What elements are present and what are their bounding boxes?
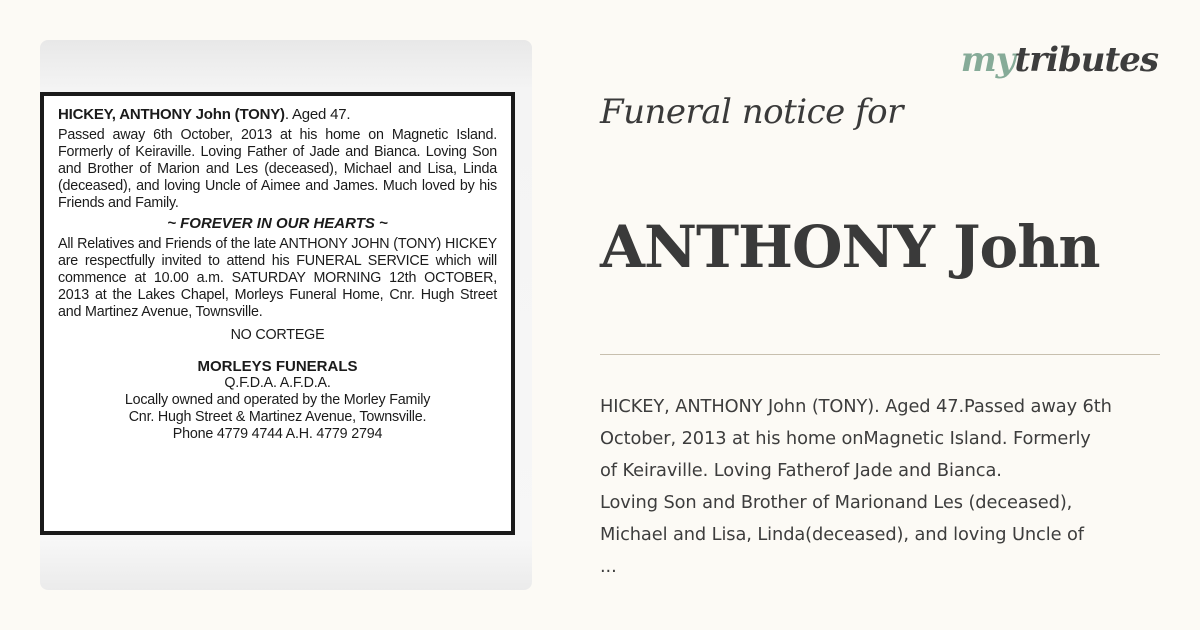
funeral-firm-name: MORLEYS FUNERALS bbox=[197, 358, 358, 375]
logo-my-part: my bbox=[960, 40, 1015, 80]
funeral-firm-address: Cnr. Hugh Street & Martinez Avenue, Townsville. bbox=[128, 409, 427, 425]
funeral-firm-ownership: Locally owned and operated by the Morley Family bbox=[124, 392, 431, 408]
notice-excerpt bbox=[600, 391, 1175, 583]
excerpt-line: October, 2013 at his home onMagnetic Island. Formerly bbox=[600, 428, 1091, 449]
notice-headline bbox=[58, 106, 497, 123]
excerpt-ellipsis: ... bbox=[600, 556, 617, 577]
notice-image-card bbox=[40, 40, 532, 590]
notice-tagline: ~ FOREVER IN OUR HEARTS ~ bbox=[167, 215, 388, 232]
excerpt-line: Michael and Lisa, Linda(deceased), and loving Uncle of bbox=[600, 524, 1084, 545]
newspaper-notice-clipping bbox=[40, 92, 515, 535]
funeral-firm-phone: Phone 4779 4744 A.H. 4779 2794 bbox=[172, 426, 383, 442]
notice-paragraph-2: All Relatives and Friends of the late ANTHONY JOHN (TONY) HICKEY are respectfully invited to attend his FUNERAL SERVICE which will commence at 10.00 a.m. SATURDAY MORNING 12th OCTOBER, 2013 at the Lakes Chapel, Morleys Funeral Home, Cnr. Hugh Street and Martinez Avenue, Townsville. bbox=[58, 236, 497, 320]
section-divider bbox=[600, 354, 1160, 355]
excerpt-line: HICKEY, ANTHONY John (TONY). Aged 47.Passed away 6th bbox=[600, 396, 1112, 417]
excerpt-line: Loving Son and Brother of Marionand Les (deceased), bbox=[600, 492, 1073, 513]
mytributes-logo[interactable] bbox=[961, 40, 1158, 80]
funeral-firm-credentials: Q.F.D.A. A.F.D.A. bbox=[224, 375, 331, 391]
logo-tributes-part: tributes bbox=[1014, 40, 1158, 80]
deceased-name-title: ANTHONY John bbox=[600, 213, 1100, 281]
notice-headline-name: HICKEY, ANTHONY John (TONY) bbox=[58, 106, 285, 123]
notice-kicker: Funeral notice for bbox=[600, 92, 903, 132]
notice-paragraph-1: Passed away 6th October, 2013 at his home on Magnetic Island. Formerly of Keiraville. Loving Father of Jade and Bianca. Loving Son and Brother of Marion and Les (deceased), Michael and Lisa, Linda (deceased), and loving Uncle of Aimee and James. Much loved by his Friends and Family. bbox=[58, 127, 497, 211]
notice-headline-age: . Aged 47. bbox=[284, 106, 351, 123]
notice-cortege: NO CORTEGE bbox=[230, 327, 325, 343]
excerpt-line: of Keiraville. Loving Fatherof Jade and Bianca. bbox=[600, 460, 1002, 481]
